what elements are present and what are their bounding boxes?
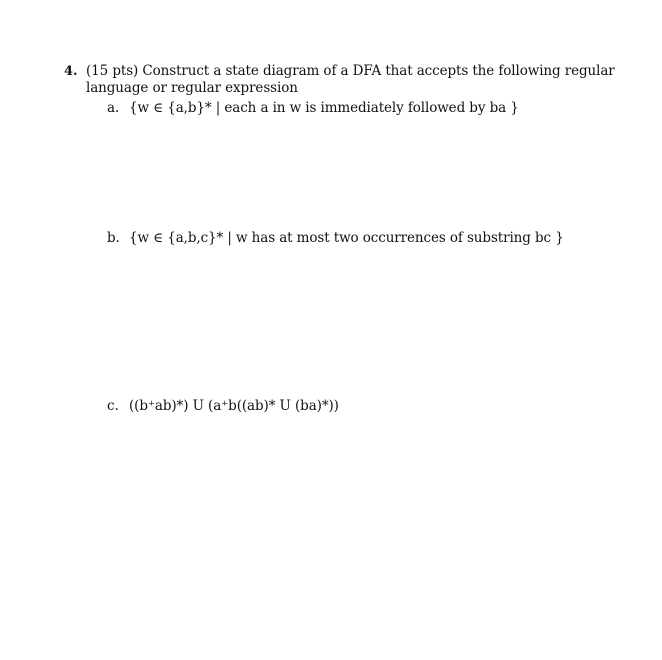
question-number: 4. (64, 64, 78, 79)
question-text-line-1: (15 pts) Construct a state diagram of a DFA that accepts the following regular (86, 63, 615, 79)
part-b-text: {w ∈ {a,b,c}* | w has at most two occurrences of substring bc } (129, 230, 564, 246)
part-b-letter: b. (107, 230, 120, 246)
part-a-letter: a. (107, 100, 120, 116)
part-c (107, 398, 339, 414)
part-c-letter: c. (107, 398, 119, 414)
part-a (107, 100, 519, 116)
part-b (107, 230, 564, 246)
question-text-line-2: language or regular expression (86, 80, 298, 96)
part-c-text: ((b⁺ab)*) U (a⁺b((ab)* U (ba)*)) (129, 398, 339, 414)
part-a-text: {w ∈ {a,b}* | each a in w is immediately followed by ba } (129, 100, 519, 116)
